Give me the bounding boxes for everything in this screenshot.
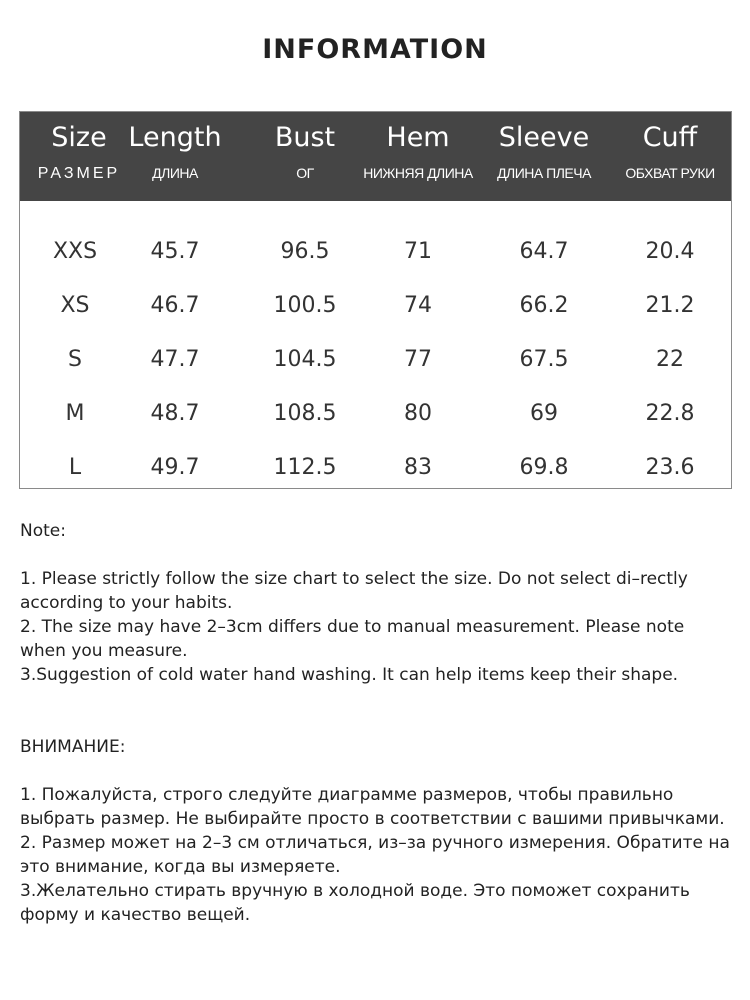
header-hem-label: Hem: [386, 122, 450, 153]
cell-size: XXS: [52, 239, 98, 264]
cell-bust: 100.5: [273, 293, 337, 318]
attention-item: 1. Пожалуйста, строго следуйте диаграмме размеров, чтобы правильно выбрать размер. Не выбирайте просто в соответствии с вашими привычками.: [20, 785, 725, 829]
cell-hem: 83: [404, 455, 432, 480]
cell-size: XS: [60, 293, 90, 318]
table-row: [20, 333, 731, 387]
header-hem-label-ru: НИЖНЯЯ ДЛИНА: [363, 165, 473, 181]
cell-length: 47.7: [150, 347, 200, 372]
table-row: [20, 387, 731, 441]
cell-bust: 96.5: [280, 239, 330, 264]
note-item: 2. The size may have 2–3cm differs due to manual measurement. Please note when you measure.: [20, 617, 685, 661]
cell-bust: 104.5: [273, 347, 337, 372]
header-cuff-label: Cuff: [642, 122, 698, 153]
note-item: 3.Suggestion of cold water hand washing. It can help items keep their shape.: [20, 665, 679, 685]
cell-bust: 108.5: [273, 401, 337, 426]
header-cuff: [610, 112, 730, 201]
cell-size: M: [65, 401, 85, 426]
header-bust-label: Bust: [274, 122, 336, 153]
cell-length: 45.7: [150, 239, 200, 264]
cell-hem: 71: [404, 239, 432, 264]
notes-section: [20, 519, 730, 927]
note-item: 1. Please strictly follow the size chart to select the size. Do not select di–rectly according to your habits.: [20, 569, 688, 613]
header-length: [120, 112, 230, 201]
cell-length: 49.7: [150, 455, 200, 480]
cell-bust: 112.5: [273, 455, 337, 480]
cell-cuff: 22: [656, 347, 684, 372]
attention-item: 2. Размер может на 2–3 см отличаться, из–за ручного измерения. Обратите на это внимание, когда вы измеряете.: [20, 833, 730, 877]
cell-hem: 80: [404, 401, 432, 426]
table-header: [20, 112, 731, 201]
cell-hem: 77: [404, 347, 432, 372]
cell-sleeve: 69.8: [519, 455, 569, 480]
cell-cuff: 23.6: [645, 455, 695, 480]
page-title: INFORMATION: [262, 34, 488, 65]
header-sleeve-label-ru: ДЛИНА ПЛЕЧА: [497, 165, 591, 181]
header-size-label-ru: РАЗМЕР: [37, 165, 121, 182]
header-bust-label-ru: ОГ: [296, 165, 314, 181]
table-row: [20, 279, 731, 333]
header-length-label: Length: [128, 122, 222, 153]
attention-heading: ВНИМАНИЕ:: [20, 737, 126, 757]
table-row: [20, 225, 731, 279]
size-chart-table: [19, 111, 732, 489]
attention-item: 3.Желательно стирать вручную в холодной воде. Это поможет сохранить форму и качество вещей.: [20, 881, 690, 925]
header-hem: [358, 112, 478, 201]
header-sleeve: [484, 112, 604, 201]
table-row: [20, 441, 731, 495]
cell-length: 48.7: [150, 401, 200, 426]
cell-cuff: 22.8: [645, 401, 695, 426]
header-length-label-ru: ДЛИНА: [152, 165, 198, 181]
cell-sleeve: 67.5: [519, 347, 569, 372]
header-bust: [250, 112, 360, 201]
cell-cuff: 21.2: [645, 293, 695, 318]
cell-size: L: [68, 455, 82, 480]
cell-sleeve: 66.2: [519, 293, 569, 318]
cell-size: S: [68, 347, 82, 372]
header-size-label: Size: [51, 122, 107, 153]
note-heading: Note:: [20, 521, 66, 541]
cell-cuff: 20.4: [645, 239, 695, 264]
header-cuff-label-ru: ОБХВАТ РУКИ: [625, 165, 715, 181]
cell-sleeve: 64.7: [519, 239, 569, 264]
header-sleeve-label: Sleeve: [498, 122, 590, 153]
cell-length: 46.7: [150, 293, 200, 318]
cell-hem: 74: [404, 293, 432, 318]
cell-sleeve: 69: [530, 401, 558, 426]
